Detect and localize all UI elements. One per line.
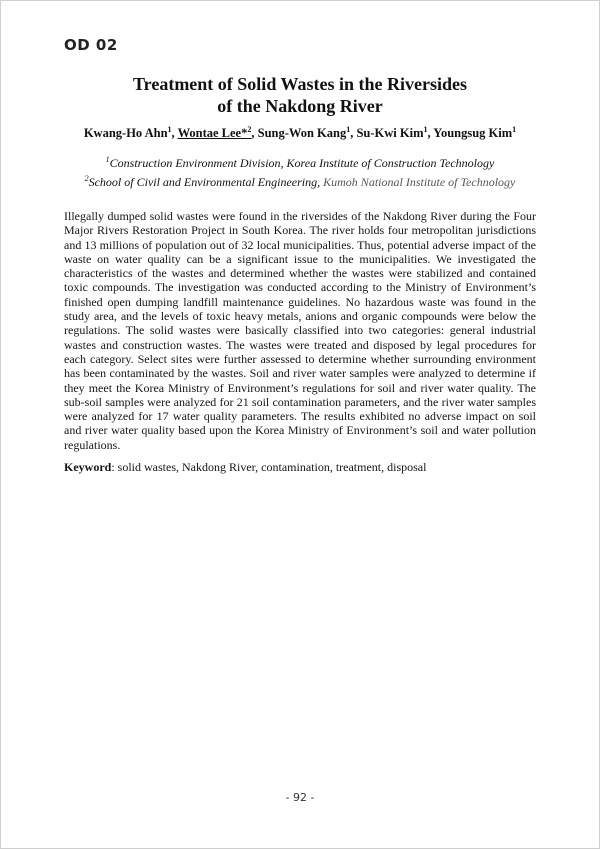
affiliation-mark: 2 [84,174,89,183]
author-separator: , [251,126,258,141]
author-separator: , [350,126,357,141]
author-affil-mark: 1 [423,125,428,134]
title-line-1: Treatment of Solid Wastes in the Riversides [133,74,467,94]
author-affil-mark: 1 [512,125,517,134]
affiliations [0,152,600,190]
author-affil-mark: 1 [346,125,351,134]
author [433,126,516,140]
title-line-2: of the Nakdong River [217,96,383,116]
author-name: Kwang-Ho Ahn [83,126,168,141]
author [178,126,258,140]
author-separator: , [171,126,178,141]
author-name: Sung-Won Kang [257,126,347,141]
session-code: OD 02 [64,36,118,54]
affiliation-2 [0,171,600,190]
author-separator: , [427,126,434,141]
author-affil-mark: 2 [247,125,252,134]
keyword-line [64,460,536,475]
author-name: Wontae Lee* [177,126,248,141]
keyword-list: : solid wastes, Nakdong River, contamination, treatment, disposal [111,460,427,474]
author-name: Youngsug Kim [433,126,513,141]
affiliation-1 [0,152,600,171]
keyword-label: Keyword [64,460,112,474]
affiliation-mark: 1 [105,155,110,164]
affiliation-text: School of Civil and Environmental Engineering, [88,175,321,189]
author [84,126,178,140]
affiliation-text: Construction Environment Division, Korea Institute of Construction Technology [109,156,495,170]
paper-title [0,73,600,117]
author [356,126,433,140]
abstract-body: Illegally dumped solid wastes were found in the riversides of the Nakdong River during the Four Major Rivers Restoration Project in South Korea. The river holds four metropolitan jurisdictions and 13 millions of population out of 32 local municipalities. Thus, potential adverse impact of the waste on water quality can be a significant issue to the municipalities. We investigated the characteristics of the wastes and determined whether the wastes were stabilized and contained toxic compounds. The investigation was conducted according to the Ministry of Environment’s finished open dumping landfill maintenance guidelines. No hazardous waste was found in the study area, and the levels of toxic heavy metals, anions and organic compounds were below the regulations. The solid wastes were basically classified into two categories: general industrial wastes and construction wastes. The wastes were treated and disposed by legal procedures for each category. Select sites were further assessed to determine whether surrounding environment has been contaminated by the wastes. Soil and river water samples were analyzed to determine if they meet the Korea Ministry of Environment’s regulations for soil and river water quality. The sub-soil samples were analyzed for 21 soil contamination parameters, and the river water samples were analyzed for 17 water quality parameters. The results exhibited no adverse impact on soil and river water quality based upon the Korea Ministry of Environment’s soil and water pollution regulations. [64,209,536,452]
author-affil-mark: 1 [167,125,172,134]
author-list [0,125,600,141]
affiliation-institution: Kumoh National Institute of Technology [323,175,516,189]
page-number: - 92 - [285,791,315,804]
author [258,126,357,140]
author-name: Su-Kwi Kim [356,126,424,141]
